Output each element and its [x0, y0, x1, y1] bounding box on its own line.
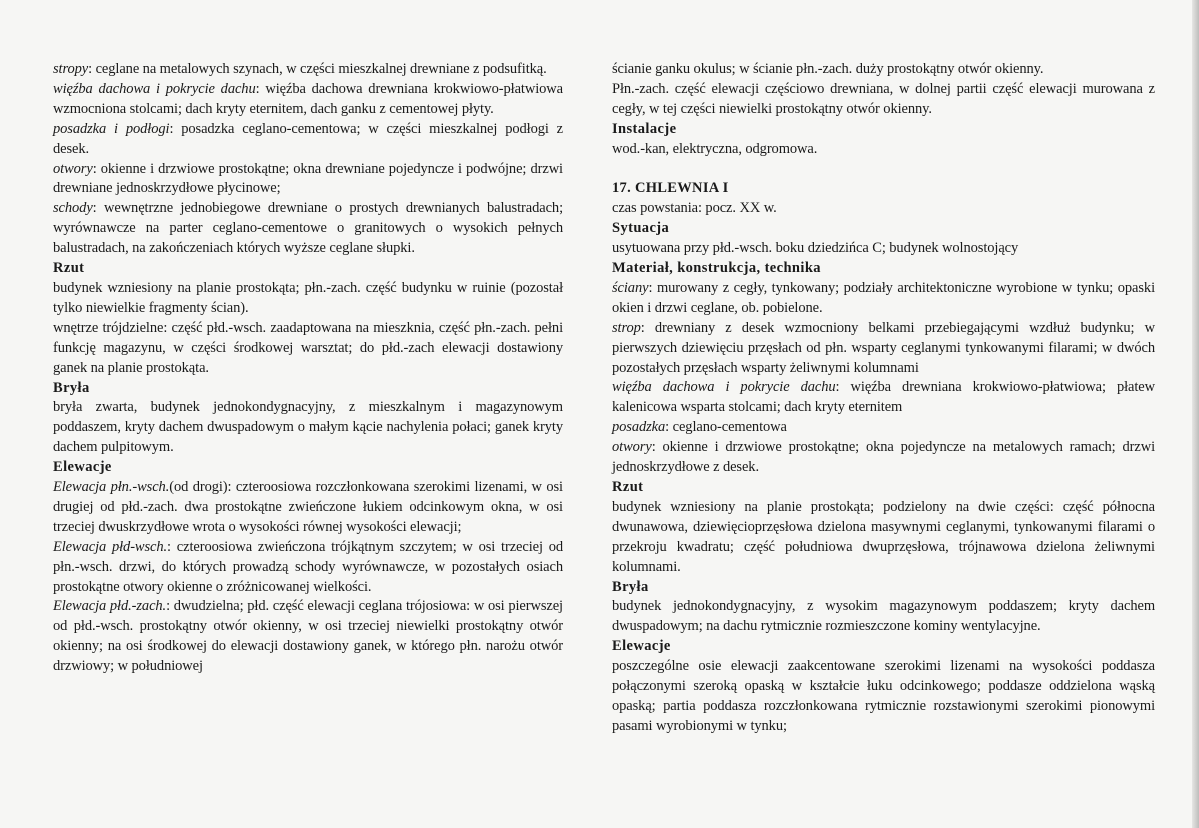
paragraph: [53, 538, 563, 598]
paragraph: [612, 597, 1155, 637]
field-label: więźba dachowa i pokrycie dachu: [53, 80, 256, 97]
paragraph: [612, 378, 1155, 418]
paragraph-text: : ceglano-cementowa: [665, 419, 787, 436]
section-heading: Elewacje: [612, 638, 671, 655]
paragraph-text: budynek wzniesiony na planie prostokąta; podzielony na dwie części: część północna dwunawowa, dziewięcioprzęsłowa dzielona masywnymi ceglanymi, tynkowanymi filarami o przekroju kwadratu; część południowa dwuprzęsłowa, trójnawowa dzielona żeliwnymi kolumnami.: [612, 498, 1155, 575]
paragraph-text: : ceglane na metalowych szynach, w części mieszkalnej drewniane z podsufitką.: [88, 61, 547, 77]
paragraph: [612, 657, 1155, 737]
paragraph: [612, 199, 1155, 219]
paragraph-text: ścianie ganku okulus; w ścianie płn.-zach. duży prostokątny otwór okienny.: [612, 61, 1044, 77]
paragraph: [53, 80, 563, 120]
paragraph-text: : okienne i drzwiowe prostokątne; okna drewniane pojedyncze i podwójne; drzwi drewniane jednoskrzydłowe płycinowe;: [53, 160, 563, 197]
paragraph-text: budynek wzniesiony na planie prostokąta; płn.-zach. część budynku w ruinie (pozostał tylko niewielkie fragmenty ścian).: [53, 279, 563, 316]
field-label: więźba dachowa i pokrycie dachu: [612, 379, 836, 396]
paragraph: [612, 239, 1155, 259]
paragraph-text: wod.-kan, elektryczna, odgromowa.: [612, 140, 818, 157]
paragraph-text: : więźba drewniana krokwiowo-płatwiowa; płatew kalenicowa wsparta stolcami; dach kryty eternitem: [612, 379, 1155, 416]
paragraph: [53, 160, 563, 200]
left-column: [53, 60, 563, 677]
field-label: ściany: [612, 279, 649, 296]
paragraph: [53, 398, 563, 458]
section-heading: Sytuacja: [612, 220, 670, 237]
paragraph: [53, 199, 563, 259]
paragraph: [53, 120, 563, 160]
paragraph-text: czas powstania: pocz. XX w.: [612, 200, 777, 217]
right-column: [612, 60, 1155, 737]
paragraph: [612, 498, 1155, 578]
field-label: schody: [53, 200, 93, 217]
entry-title: 17. CHLEWNIA I: [612, 180, 729, 197]
paragraph-text: : posadzka ceglano-cementowa; w części mieszkalnej podłogi z desek.: [53, 120, 563, 157]
paragraph-text: : czteroosiowa zwieńczona trójkątnym szczytem; w osi trzeciej od płn.-wsch. drzwi, do których prowadzą schody wyrównawcze, w pozostałych osiach prostokątne otwory okienne o zróżnicowanej wielkości.: [53, 538, 563, 595]
paragraph-text: : wewnętrzne jednobiegowe drewniane o prostych drewnianych balustradach; wyrównawcze na parter ceglano-cementowe o granitowych o wysokich pełnych balustradach, na zakończeniach których wyższe ceglane słupki.: [53, 200, 563, 257]
paragraph-text: poszczególne osie elewacji zaakcentowane szerokimi lizenami na wysokości poddasza połączonymi szeroką opaską w kształcie łuku odcinkowego; poddasze oddzielona wąską opaską; partia poddasza rozczłonkowana rytmicznie rozstawionymi szerokimi pionowymi pasami wyrobionymi w tynku;: [612, 658, 1155, 734]
paragraph-text: budynek jednokondygnacyjny, z wysokim magazynowym poddaszem; kryty dachem dwuspadowym; na dachu rytmicznie rozmieszczone kominy wentylacyjne.: [612, 598, 1155, 635]
section-heading: Rzut: [612, 479, 644, 496]
paragraph: [53, 597, 563, 677]
paragraph: [53, 279, 563, 319]
paragraph: [612, 140, 1155, 160]
paragraph: [53, 60, 563, 80]
section-heading: Materiał, konstrukcja, technika: [612, 260, 821, 277]
paragraph-text: Płn.-zach. część elewacji częściowo drewniana, w dolnej partii część elewacji murowana z cegły, w tej części niewielki prostokątny otwór okienny.: [612, 80, 1155, 117]
field-label: otwory: [53, 160, 93, 177]
field-label: Elewacja płn.-wsch.: [53, 479, 170, 496]
field-label: otwory: [612, 439, 652, 456]
paragraph-text: bryła zwarta, budynek jednokondygnacyjny, z mieszkalnym i magazynowym poddaszem, kryty dachem dwuspadowym o małym kącie nachylenia połaci; ganek kryty dachem pulpitowym.: [53, 399, 563, 456]
paragraph-text: wnętrze trójdzielne: część płd.-wsch. zaadaptowana na mieszknia, część płn.-zach. pełni funkcję magazynu, w części środkowej warsztat; do płd.-zach elewacji dostawiony ganek na planie prostokąta.: [53, 319, 563, 376]
paragraph: [612, 80, 1155, 120]
section-heading: Rzut: [53, 260, 85, 277]
paragraph-text: : dwudzielna; płd. część elewacji ceglana trójosiowa: w osi pierwszej od płd.-wsch. prostokątny otwór okienny, w osi trzeciej niewielki prostokątny otwór okienny; na osi środkowej do elewacji dostawiony ganek, w którego płn. narożu otwór drzwiowy; w południowej: [53, 598, 563, 675]
field-label: posadzka: [612, 419, 666, 436]
field-label: stropy: [53, 61, 89, 77]
paragraph-text: usytuowana przy płd.-wsch. boku dziedzińca C; budynek wolnostojący: [612, 240, 1019, 257]
paragraph: [612, 319, 1155, 379]
paragraph: [53, 319, 563, 379]
field-label: posadzka i podłogi: [53, 120, 170, 137]
paragraph-text: (od drogi): czteroosiowa rozczłonkowana szerokimi lizenami, w osi drugiej od płd.-zach. dwa prostokątne zwieńczone łukiem odcinkowym okna, w osi trzeciej dwuskrzydłowe wrota o wysokości równej wysokości elewacji;: [53, 479, 563, 535]
field-label: Elewacja płd.-zach.: [53, 598, 167, 615]
section-heading: Bryła: [53, 379, 90, 396]
section-heading: Elewacje: [53, 459, 112, 476]
scan-edge: [1192, 0, 1199, 828]
paragraph: [612, 438, 1155, 478]
paragraph-text: : drewniany z desek wzmocniony belkami przebiegającymi wzdłuż budynku; w pierwszych dziewięciu przęsłach od płn. wsparty ceglanymi tynkowanymi filarami; w dwóch pozostałych przęsłach wsparty żeliwnymi kolumnami: [612, 319, 1155, 376]
section-heading: Bryła: [612, 578, 649, 595]
section-heading: Instalacje: [612, 120, 677, 137]
paragraph: [612, 60, 1155, 80]
field-label: strop: [612, 319, 641, 336]
paragraph: [53, 478, 563, 538]
paragraph-text: : więźba dachowa drewniana krokwiowo-płatwiowa wzmocniona stolcami; dach kryty eternitem, dach ganku z cementowej płyty.: [53, 80, 564, 117]
paragraph-text: : murowany z cegły, tynkowany; podziały architektoniczne wyrobione w tynku; opaski okien i drzwi ceglane, ob. pobielone.: [612, 279, 1155, 316]
paragraph-text: : okienne i drzwiowe prostokątne; okna pojedyncze na metalowych ramach; drzwi jednoskrzydłowe z desek.: [612, 439, 1155, 476]
paragraph: [612, 418, 1155, 438]
field-label: Elewacja płd-wsch.: [53, 538, 168, 555]
paragraph: [612, 279, 1155, 319]
